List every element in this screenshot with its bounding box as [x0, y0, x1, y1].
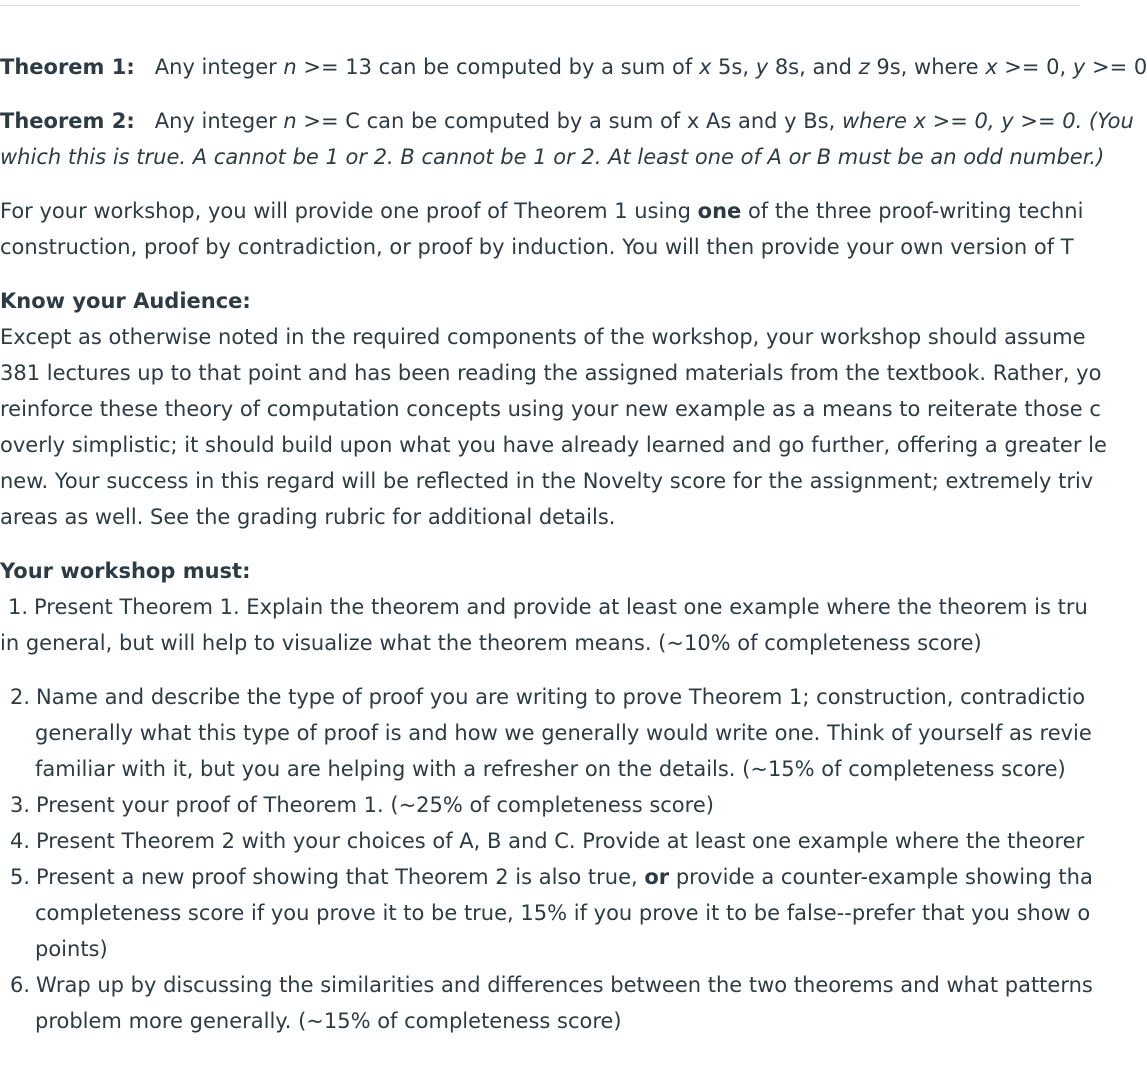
theorem-1-text: 5s, — [711, 55, 756, 79]
theorem-1-text: >= 0, — [997, 55, 1073, 79]
requirement-item-5-line2: completeness score if you prove it to be true, 15% if you prove it to be false--prefer that you show o — [35, 901, 1091, 925]
requirement-item-6-line2: problem more generally. (~15% of completeness score) — [35, 1009, 622, 1033]
theorem-2-label: Theorem 2: — [0, 109, 135, 133]
theorem-1-label: Theorem 1: — [0, 55, 135, 79]
list-number: 1. — [8, 595, 29, 619]
theorem-2-italic: where x >= 0, y >= 0. (You — [841, 109, 1134, 133]
list-number: 2. — [10, 685, 31, 709]
requirements-heading: Your workshop must: — [0, 559, 251, 583]
audience-heading: Know your Audience: — [0, 289, 251, 313]
audience-line: Except as otherwise noted in the required components of the workshop, your workshop should assume — [0, 325, 1086, 349]
requirement-item-1-line2: in general, but will help to visualize what the theorem means. (~10% of completeness score) — [0, 631, 982, 655]
theorem-1-text: Any integer — [154, 55, 284, 79]
theorem-1-text: 8s, and — [768, 55, 859, 79]
list-item-text: Present Theorem 2 with your choices of A, B and C. Provide at least one example where the theorer — [36, 829, 1085, 853]
theorem-2-text: Any integer — [154, 109, 284, 133]
audience-line: reinforce these theory of computation concepts using your new example as a means to reiterate those c — [0, 397, 1101, 421]
intro-line-1 — [0, 193, 1083, 229]
var-x: x — [698, 55, 712, 79]
var-z: z — [858, 55, 870, 79]
intro-bold: one — [697, 199, 742, 223]
audience-line: 381 lectures up to that point and has been reading the assigned materials from the textbook. Rather, yo — [0, 361, 1102, 385]
requirement-item-2 — [10, 679, 1085, 715]
list-item-text: Name and describe the type of proof you are writing to prove Theorem 1; construction, contradictio — [36, 685, 1086, 709]
var-y: y — [755, 55, 769, 79]
requirement-item-2-line3: familiar with it, but you are helping with a refresher on the details. (~15% of completeness score) — [35, 757, 1066, 781]
theorem-1-text: >= 0 — [1085, 55, 1147, 79]
requirement-item-4 — [10, 823, 1084, 859]
theorem-1-text: >= 13 can be computed by a sum of — [296, 55, 699, 79]
list-item-text: Wrap up by discussing the similarities and differences between the two theorems and what patterns — [36, 973, 1093, 997]
audience-line: areas as well. See the grading rubric for additional details. — [0, 505, 616, 529]
requirement-item-6 — [10, 967, 1093, 1003]
audience-line: overly simplistic; it should build upon what you have already learned and go further, offering a greater le — [0, 433, 1107, 457]
list-number: 4. — [10, 829, 31, 853]
requirement-item-3 — [10, 787, 714, 823]
intro-text: of the three proof-writing techni — [741, 199, 1084, 223]
list-number: 3. — [10, 793, 31, 817]
list-item-text: Present your proof of Theorem 1. (~25% of completeness score) — [36, 793, 714, 817]
requirement-item-5-line3: points) — [35, 937, 108, 961]
theorem-2 — [0, 103, 1134, 139]
intro-text: For your workshop, you will provide one proof of Theorem 1 using — [0, 199, 698, 223]
list-item-text: provide a counter-example showing tha — [669, 865, 1093, 889]
var-n: n — [283, 109, 297, 133]
theorem-2-line2: which this is true. A cannot be 1 or 2. B cannot be 1 or 2. At least one of A or B must be an odd number.) — [0, 145, 1105, 169]
list-item-text: Present Theorem 1. Explain the theorem and provide at least one example where the theorem is tru — [34, 595, 1088, 619]
theorem-1 — [0, 49, 1147, 85]
list-item-bold: or — [644, 865, 670, 889]
top-divider — [0, 5, 1080, 6]
var-n: n — [283, 55, 297, 79]
var-y: y — [1072, 55, 1086, 79]
requirement-item-5 — [10, 859, 1093, 895]
requirement-item-1 — [8, 589, 1088, 625]
intro-line-2: construction, proof by contradiction, or proof by induction. You will then provide your own version of T — [0, 235, 1074, 259]
var-x: x — [985, 55, 998, 79]
audience-line: new. Your success in this regard will be reflected in the Novelty score for the assignment; extremely triv — [0, 469, 1094, 493]
list-number: 5. — [10, 865, 31, 889]
theorem-2-text: >= C can be computed by a sum of x As and y Bs, — [296, 109, 842, 133]
requirement-item-2-line2: generally what this type of proof is and how we generally would write one. Think of yourself as revie — [35, 721, 1092, 745]
list-number: 6. — [10, 973, 31, 997]
theorem-1-text: 9s, where — [869, 55, 986, 79]
list-item-text: Present a new proof showing that Theorem 2 is also true, — [36, 865, 645, 889]
